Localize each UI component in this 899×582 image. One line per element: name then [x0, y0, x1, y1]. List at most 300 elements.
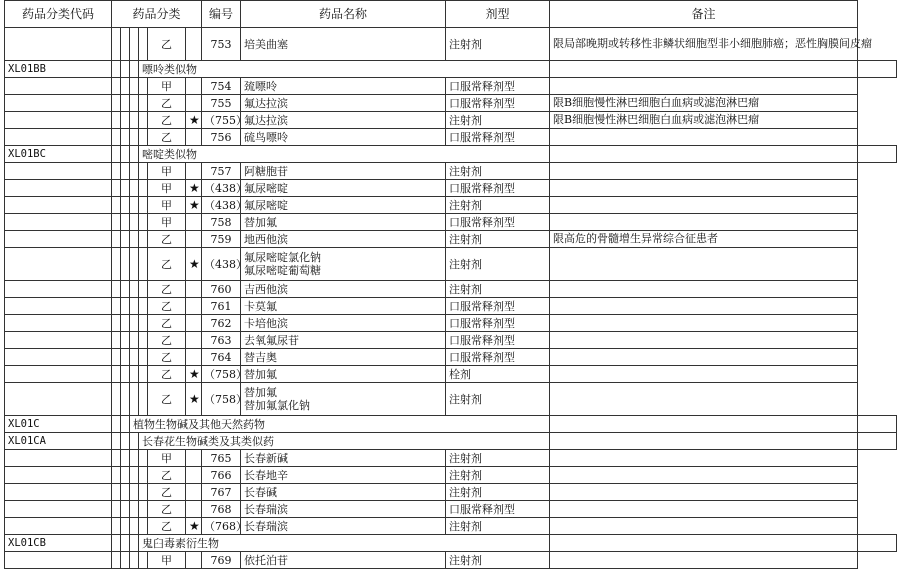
tree-spacer — [112, 129, 121, 146]
tree-spacer — [112, 366, 121, 383]
tree-spacer — [121, 28, 130, 61]
tree-spacer — [139, 281, 148, 298]
tree-spacer — [130, 349, 139, 366]
tree-spacer — [121, 146, 130, 163]
drug-name-line: 替吉奥 — [244, 350, 278, 364]
drug-row — [5, 28, 897, 61]
header-number: 编号 — [202, 1, 241, 28]
star-marker — [186, 28, 202, 61]
grade-cell: 乙 — [148, 248, 186, 281]
tree-spacer — [112, 61, 121, 78]
drug-name — [241, 78, 446, 95]
grade-cell: 乙 — [148, 467, 186, 484]
drug-row — [5, 552, 897, 569]
category-code: XL01BB — [5, 61, 112, 78]
remark-cell — [858, 146, 897, 163]
code-cell — [5, 78, 112, 95]
star-marker: ★ — [186, 180, 202, 197]
remark-cell: 限局部晚期或转移性非鳞状细胞型非小细胞肺癌；恶性胸膜间皮瘤 — [550, 28, 858, 61]
drug-name-line: 依托泊苷 — [244, 553, 289, 567]
tree-spacer — [112, 535, 121, 552]
drug-row — [5, 231, 897, 248]
star-marker — [186, 349, 202, 366]
drug-row — [5, 450, 897, 467]
code-cell — [5, 332, 112, 349]
tree-spacer — [121, 180, 130, 197]
tree-spacer — [139, 78, 148, 95]
drug-row — [5, 298, 897, 315]
table-header-row — [5, 1, 897, 28]
category-row — [5, 61, 897, 78]
star-marker — [186, 231, 202, 248]
drug-row — [5, 95, 897, 112]
tree-spacer — [139, 197, 148, 214]
remark-cell — [550, 248, 858, 281]
header-code: 药品分类代码 — [5, 1, 112, 28]
drug-name-line: 卡莫氟 — [244, 299, 278, 313]
tree-spacer — [139, 248, 148, 281]
dosage-form: 注射剂 — [446, 281, 550, 298]
drug-name-line: 地西他滨 — [244, 232, 289, 246]
grade-cell: 乙 — [148, 315, 186, 332]
code-cell — [5, 450, 112, 467]
remark-cell — [550, 180, 858, 197]
tree-spacer — [112, 231, 121, 248]
remark-cell — [550, 281, 858, 298]
drug-name-line: 替加氟 — [244, 367, 278, 381]
drug-number: 756 — [202, 129, 241, 146]
drug-row — [5, 248, 897, 281]
drug-name-line: 氟尿嘧啶 — [244, 198, 289, 212]
tree-spacer — [130, 61, 139, 78]
tree-spacer — [112, 450, 121, 467]
remark-cell — [550, 129, 858, 146]
tree-spacer — [139, 450, 148, 467]
drug-name-line: 硫鸟嘌呤 — [244, 130, 289, 144]
code-cell — [5, 129, 112, 146]
tree-spacer — [130, 28, 139, 61]
drug-name-line: 氟尿嘧啶葡萄糖 — [244, 264, 322, 277]
tree-spacer — [112, 433, 121, 450]
header-name: 药品名称 — [241, 1, 446, 28]
drug-number: 769 — [202, 552, 241, 569]
category-code: XL01C — [5, 416, 112, 433]
code-cell — [5, 383, 112, 416]
remark-cell: 限B细胞慢性淋巴细胞白血病或滤泡淋巴瘤 — [550, 95, 858, 112]
code-cell — [5, 95, 112, 112]
drug-name — [241, 129, 446, 146]
tree-spacer — [112, 146, 121, 163]
tree-spacer — [121, 129, 130, 146]
star-marker — [186, 332, 202, 349]
drug-row — [5, 484, 897, 501]
dosage-form: 口服常释剂型 — [446, 349, 550, 366]
code-cell — [5, 552, 112, 569]
drug-number: 763 — [202, 332, 241, 349]
remark-cell: 限高危的骨髓增生异常综合征患者 — [550, 231, 858, 248]
tree-spacer — [121, 501, 130, 518]
tree-spacer — [121, 248, 130, 281]
star-marker — [186, 501, 202, 518]
header-category: 药品分类 — [112, 1, 202, 28]
code-cell — [5, 197, 112, 214]
remark-cell — [550, 349, 858, 366]
tree-spacer — [121, 552, 130, 569]
category-row — [5, 146, 897, 163]
drug-number: 757 — [202, 163, 241, 180]
drug-number: （438） — [202, 248, 241, 281]
header-remark: 备注 — [550, 1, 858, 28]
tree-spacer — [121, 112, 130, 129]
drug-name — [241, 281, 446, 298]
drug-row — [5, 129, 897, 146]
remark-cell — [550, 450, 858, 467]
drug-number: 767 — [202, 484, 241, 501]
drug-name — [241, 366, 446, 383]
drug-name-line: 巯嘌呤 — [244, 79, 278, 93]
tree-spacer — [112, 78, 121, 95]
dosage-form: 口服常释剂型 — [446, 332, 550, 349]
drug-name — [241, 315, 446, 332]
remark-cell — [550, 214, 858, 231]
code-cell — [5, 484, 112, 501]
tree-spacer — [121, 281, 130, 298]
tree-spacer — [130, 366, 139, 383]
drug-number: 758 — [202, 214, 241, 231]
remark-cell — [550, 518, 858, 535]
drug-name-line: 替加氟 — [244, 215, 278, 229]
drug-row — [5, 501, 897, 518]
drug-name — [241, 180, 446, 197]
tree-spacer — [112, 163, 121, 180]
tree-spacer — [139, 180, 148, 197]
drug-number: （438） — [202, 197, 241, 214]
category-name: 植物生物碱及其他天然药物 — [130, 416, 550, 433]
tree-spacer — [112, 315, 121, 332]
tree-spacer — [130, 535, 139, 552]
drug-number: 762 — [202, 315, 241, 332]
drug-name — [241, 484, 446, 501]
star-marker — [186, 129, 202, 146]
drug-row — [5, 281, 897, 298]
tree-spacer — [139, 129, 148, 146]
dosage-form: 口服常释剂型 — [446, 180, 550, 197]
star-marker — [186, 281, 202, 298]
drug-name-line: 氟尿嘧啶氯化钠 — [244, 251, 322, 264]
tree-spacer — [139, 383, 148, 416]
tree-spacer — [130, 518, 139, 535]
drug-number: （438） — [202, 180, 241, 197]
grade-cell: 乙 — [148, 366, 186, 383]
drug-name-line: 氟达拉滨 — [244, 113, 289, 127]
form-cell — [550, 416, 858, 433]
tree-spacer — [112, 484, 121, 501]
drug-row — [5, 349, 897, 366]
tree-spacer — [130, 383, 139, 416]
category-code: XL01BC — [5, 146, 112, 163]
tree-spacer — [139, 484, 148, 501]
tree-spacer — [112, 95, 121, 112]
tree-spacer — [130, 298, 139, 315]
remark-cell — [858, 61, 897, 78]
dosage-form: 注射剂 — [446, 112, 550, 129]
tree-spacer — [139, 95, 148, 112]
drug-name — [241, 501, 446, 518]
drug-name — [241, 552, 446, 569]
remark-cell — [550, 332, 858, 349]
code-cell — [5, 349, 112, 366]
tree-spacer — [139, 467, 148, 484]
tree-spacer — [121, 484, 130, 501]
code-cell — [5, 112, 112, 129]
drug-row — [5, 197, 897, 214]
remark-cell — [550, 298, 858, 315]
category-name: 长春花生物碱类及其类似药 — [139, 433, 550, 450]
drug-name — [241, 450, 446, 467]
drug-name — [241, 197, 446, 214]
drug-number: 754 — [202, 78, 241, 95]
tree-spacer — [130, 95, 139, 112]
star-marker: ★ — [186, 197, 202, 214]
tree-spacer — [121, 433, 130, 450]
drug-name — [241, 28, 446, 61]
code-cell — [5, 518, 112, 535]
star-marker — [186, 78, 202, 95]
tree-spacer — [130, 146, 139, 163]
dosage-form: 注射剂 — [446, 383, 550, 416]
tree-spacer — [121, 535, 130, 552]
tree-spacer — [130, 501, 139, 518]
drug-row — [5, 112, 897, 129]
drug-number: 759 — [202, 231, 241, 248]
dosage-form: 注射剂 — [446, 197, 550, 214]
drug-number: （755） — [202, 112, 241, 129]
tree-spacer — [139, 28, 148, 61]
drug-row — [5, 366, 897, 383]
grade-cell: 乙 — [148, 332, 186, 349]
star-marker — [186, 298, 202, 315]
dosage-form: 注射剂 — [446, 28, 550, 61]
drug-name-line: 替加氟氯化钠 — [244, 399, 311, 412]
drug-name-line: 去氧氟尿苷 — [244, 333, 300, 347]
star-marker — [186, 467, 202, 484]
category-name: 嘌呤类似物 — [139, 61, 550, 78]
drug-name — [241, 163, 446, 180]
star-marker: ★ — [186, 383, 202, 416]
remark-cell — [550, 197, 858, 214]
grade-cell: 乙 — [148, 129, 186, 146]
remark-cell — [550, 366, 858, 383]
remark-cell — [550, 501, 858, 518]
drug-row — [5, 315, 897, 332]
remark-cell — [550, 383, 858, 416]
drug-name-line: 长春新碱 — [244, 451, 289, 465]
grade-cell: 乙 — [148, 501, 186, 518]
remark-cell: 限B细胞慢性淋巴细胞白血病或滤泡淋巴瘤 — [550, 112, 858, 129]
dosage-form: 口服常释剂型 — [446, 501, 550, 518]
remark-cell — [858, 416, 897, 433]
grade-cell: 乙 — [148, 298, 186, 315]
drug-name — [241, 332, 446, 349]
category-row — [5, 433, 897, 450]
category-row — [5, 535, 897, 552]
drug-number: （758） — [202, 366, 241, 383]
drug-number: （768） — [202, 518, 241, 535]
tree-spacer — [121, 197, 130, 214]
drug-name — [241, 298, 446, 315]
drug-name-line: 阿糖胞苷 — [244, 164, 289, 178]
category-code: XL01CA — [5, 433, 112, 450]
tree-spacer — [112, 214, 121, 231]
tree-spacer — [112, 112, 121, 129]
tree-spacer — [130, 214, 139, 231]
drug-name — [241, 214, 446, 231]
tree-spacer — [112, 349, 121, 366]
tree-spacer — [121, 61, 130, 78]
tree-spacer — [121, 366, 130, 383]
tree-spacer — [130, 112, 139, 129]
tree-spacer — [130, 315, 139, 332]
tree-spacer — [112, 281, 121, 298]
star-marker: ★ — [186, 518, 202, 535]
tree-spacer — [130, 129, 139, 146]
tree-spacer — [112, 552, 121, 569]
tree-spacer — [121, 95, 130, 112]
form-cell — [550, 535, 858, 552]
dosage-form: 注射剂 — [446, 450, 550, 467]
drug-catalog-table — [4, 0, 897, 569]
tree-spacer — [130, 231, 139, 248]
code-cell — [5, 315, 112, 332]
tree-spacer — [112, 332, 121, 349]
dosage-form: 注射剂 — [446, 484, 550, 501]
grade-cell: 甲 — [148, 450, 186, 467]
drug-name-line: 长春瑞滨 — [244, 502, 289, 516]
code-cell — [5, 28, 112, 61]
tree-spacer — [139, 231, 148, 248]
drug-name — [241, 349, 446, 366]
drug-name — [241, 112, 446, 129]
grade-cell: 甲 — [148, 163, 186, 180]
code-cell — [5, 501, 112, 518]
category-name: 鬼臼毒素衍生物 — [139, 535, 550, 552]
tree-spacer — [130, 433, 139, 450]
grade-cell: 乙 — [148, 484, 186, 501]
tree-spacer — [130, 450, 139, 467]
drug-name — [241, 248, 446, 281]
form-cell — [550, 61, 858, 78]
dosage-form: 口服常释剂型 — [446, 78, 550, 95]
code-cell — [5, 366, 112, 383]
star-marker: ★ — [186, 248, 202, 281]
drug-name-line: 长春瑞滨 — [244, 519, 289, 533]
drug-name-line: 吉西他滨 — [244, 282, 289, 296]
star-marker — [186, 450, 202, 467]
drug-number: 766 — [202, 467, 241, 484]
tree-spacer — [130, 332, 139, 349]
drug-name — [241, 383, 446, 416]
grade-cell: 甲 — [148, 197, 186, 214]
form-cell — [550, 146, 858, 163]
remark-cell — [858, 433, 897, 450]
drug-row — [5, 518, 897, 535]
drug-name — [241, 95, 446, 112]
tree-spacer — [139, 552, 148, 569]
tree-spacer — [112, 518, 121, 535]
star-marker — [186, 163, 202, 180]
grade-cell: 乙 — [148, 518, 186, 535]
tree-spacer — [121, 450, 130, 467]
grade-cell: 乙 — [148, 95, 186, 112]
remark-cell — [550, 163, 858, 180]
header-form: 剂型 — [446, 1, 550, 28]
dosage-form: 注射剂 — [446, 552, 550, 569]
drug-name — [241, 518, 446, 535]
tree-spacer — [130, 78, 139, 95]
tree-spacer — [121, 78, 130, 95]
tree-spacer — [130, 484, 139, 501]
dosage-form: 注射剂 — [446, 518, 550, 535]
drug-name-line: 替加氟 — [244, 386, 278, 399]
remark-cell — [550, 552, 858, 569]
tree-spacer — [130, 248, 139, 281]
remark-cell — [550, 315, 858, 332]
category-row — [5, 416, 897, 433]
drug-name-line: 卡培他滨 — [244, 316, 289, 330]
tree-spacer — [112, 248, 121, 281]
dosage-form: 口服常释剂型 — [446, 298, 550, 315]
drug-name-line: 培美曲塞 — [244, 37, 289, 51]
tree-spacer — [130, 163, 139, 180]
category-name: 嘧啶类似物 — [139, 146, 550, 163]
grade-cell: 甲 — [148, 78, 186, 95]
tree-spacer — [112, 298, 121, 315]
tree-spacer — [121, 231, 130, 248]
tree-spacer — [121, 349, 130, 366]
tree-spacer — [121, 214, 130, 231]
grade-cell: 甲 — [148, 214, 186, 231]
tree-spacer — [121, 383, 130, 416]
drug-name — [241, 231, 446, 248]
tree-spacer — [130, 197, 139, 214]
drug-row — [5, 383, 897, 416]
drug-row — [5, 163, 897, 180]
tree-spacer — [139, 501, 148, 518]
code-cell — [5, 231, 112, 248]
dosage-form: 注射剂 — [446, 163, 550, 180]
tree-spacer — [112, 467, 121, 484]
drug-catalog-page — [4, 0, 897, 569]
drug-number: 765 — [202, 450, 241, 467]
remark-cell — [550, 467, 858, 484]
dosage-form: 注射剂 — [446, 248, 550, 281]
tree-spacer — [139, 315, 148, 332]
grade-cell: 甲 — [148, 552, 186, 569]
drug-number: 753 — [202, 28, 241, 61]
grade-cell: 甲 — [148, 180, 186, 197]
dosage-form: 注射剂 — [446, 467, 550, 484]
category-code: XL01CB — [5, 535, 112, 552]
drug-number: 761 — [202, 298, 241, 315]
drug-number: 764 — [202, 349, 241, 366]
tree-spacer — [121, 163, 130, 180]
tree-spacer — [112, 383, 121, 416]
tree-spacer — [121, 518, 130, 535]
code-cell — [5, 467, 112, 484]
tree-spacer — [139, 298, 148, 315]
tree-spacer — [139, 112, 148, 129]
star-marker — [186, 315, 202, 332]
